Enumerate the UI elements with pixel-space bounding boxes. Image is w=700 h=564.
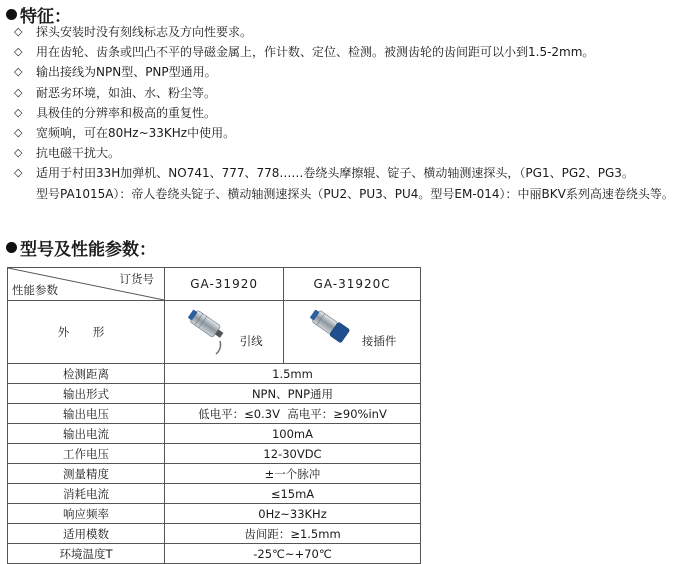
specs-heading [6,235,156,260]
appearance-cell [165,301,284,364]
table-row [8,384,421,404]
table-header-row [8,268,421,301]
feature-text: 用在齿轮、齿条或凹凸不平的导磁金属上，作计数、定位、检测。被测齿轮的齿间距可以小到1.5-2mm。 [36,45,595,60]
specs-heading-text: 型号及性能参数： [20,240,156,260]
feature-text: 输出接线为NPN型、PNP型通用。 [36,65,217,80]
appearance-row [8,301,421,364]
diamond-bullet-icon: ◇ [14,166,23,180]
param-label: 响应频率 [8,504,165,524]
diamond-bullet-icon: ◇ [14,105,23,119]
diagonal-header-cell [8,268,165,301]
table-row [8,484,421,504]
param-value: ±一个脉冲 [165,464,421,484]
appearance-cell [284,301,421,364]
feature-text: 具极佳的分辨率和极高的重复性。 [36,105,217,120]
feature-item [14,143,698,163]
feature-item [14,42,698,62]
table-row [8,464,421,484]
sensor-with-connector-icon [308,309,356,355]
feature-text: 耐恶劣环境，如油、水、粉尘等。 [36,85,217,100]
param-label: 环境温度T [8,544,165,564]
diamond-bullet-icon: ◇ [14,45,23,59]
feature-text: 探头安装时没有刻线标志及方向性要求。 [36,25,253,39]
bullet-dot-icon [6,242,17,253]
specs-table [7,267,421,564]
param-label: 测量精度 [8,464,165,484]
param-value: NPN、PNP通用 [165,384,421,404]
param-label: 输出形式 [8,384,165,404]
appearance-caption: 引线 [239,334,263,348]
feature-text: 适用于村田33H加弹机、NO741、777、778……卷绕头摩擦辊、锭子、横动轴测速探头，（PG1、PG2、PG3。 [36,166,634,181]
table-row [8,504,421,524]
table-row [8,364,421,384]
param-label: 检测距离 [8,364,165,384]
param-value: ≤15mA [165,484,421,504]
param-label: 工作电压 [8,444,165,464]
features-list [14,22,698,204]
param-label: 适用模数 [8,524,165,544]
diamond-bullet-icon: ◇ [14,65,23,79]
param-value: 齿间距：≥1.5mm [165,524,421,544]
bullet-dot-icon [6,9,17,20]
param-label: 输出电流 [8,424,165,444]
model-cell: GA-31920C [284,268,421,301]
param-value: 低电平：≤0.3V 高电平：≥90%inV [165,404,421,424]
model-cell: GA-31920 [165,268,284,301]
feature-item [14,123,698,143]
table-row [8,404,421,424]
feature-item [14,163,698,183]
sensor-with-cable-icon [186,309,234,355]
feature-item [14,103,698,123]
order-number-label: 订货号 [119,272,154,286]
table-row [8,544,421,564]
diamond-bullet-icon: ◇ [14,126,23,140]
param-label: 消耗电流 [8,484,165,504]
feature-text: 抗电磁干扰大。 [36,146,121,161]
param-label: 输出电压 [8,404,165,424]
table-row [8,444,421,464]
diamond-bullet-icon: ◇ [14,146,23,160]
appearance-label: 外 形 [8,301,165,364]
param-value: 1.5mm [165,364,421,384]
diamond-bullet-icon: ◇ [14,25,23,38]
feature-text: 宽频响，可在80Hz~33KHz中使用。 [36,126,236,141]
param-value: 100mA [165,424,421,444]
param-value: -25℃~+70℃ [165,544,421,564]
features-heading-text: 特征： [20,7,71,27]
feature-item [14,83,698,103]
diamond-bullet-icon: ◇ [14,85,23,99]
param-value: 12-30VDC [165,444,421,464]
param-value: 0Hz~33KHz [165,504,421,524]
feature-item [14,62,698,82]
table-row [8,524,421,544]
table-row [8,424,421,444]
feature-item [14,22,698,42]
appearance-caption: 接插件 [361,334,397,348]
performance-label: 性能参数 [12,283,58,297]
feature-continuation: 型号PA1015A）：帝人卷绕头锭子、横动轴测速探头（PU2、PU3、PU4。型号EM-014）：中丽BKV系列高速卷绕头等。 [36,186,674,201]
